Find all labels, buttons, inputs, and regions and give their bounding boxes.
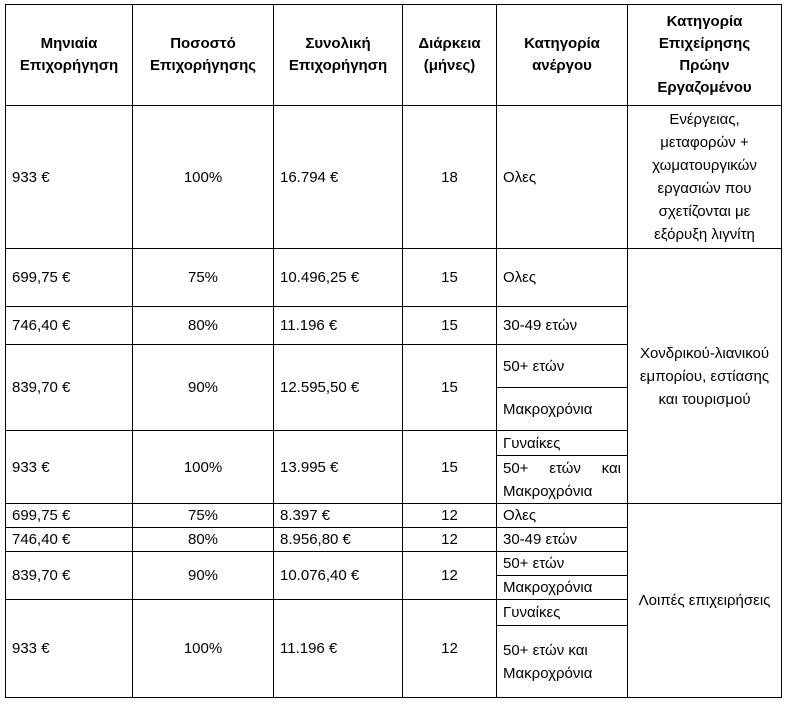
cell-total: 16.794 €	[274, 106, 403, 249]
cell-percent: 80%	[133, 528, 274, 552]
cell-monthly: 699,75 €	[6, 249, 133, 307]
cell-unemployed-category: Γυναίκες	[497, 600, 628, 626]
table-row	[6, 106, 782, 249]
cell-percent: 90%	[133, 552, 274, 600]
cell-duration: 15	[403, 307, 497, 345]
cell-total: 8.956,80 €	[274, 528, 403, 552]
header-percent: Ποσοστό Επιχορήγησης	[133, 5, 274, 106]
cell-percent: 100%	[133, 431, 274, 504]
cell-percent: 80%	[133, 307, 274, 345]
header-unemployed-category: Κατηγορία ανέργου	[497, 5, 628, 106]
cell-monthly: 746,40 €	[6, 528, 133, 552]
cell-duration: 15	[403, 345, 497, 431]
cell-total: 8.397 €	[274, 504, 403, 528]
table-row	[6, 504, 782, 528]
cell-percent: 75%	[133, 249, 274, 307]
cell-total: 13.995 €	[274, 431, 403, 504]
cell-duration: 12	[403, 600, 497, 698]
cell-duration: 15	[403, 249, 497, 307]
cell-monthly: 933 €	[6, 106, 133, 249]
cell-unemployed-category: Ολες	[497, 249, 628, 307]
header-monthly: Μηνιαία Επιχορήγηση	[6, 5, 133, 106]
cell-percent: 100%	[133, 600, 274, 698]
cell-percent: 90%	[133, 345, 274, 431]
cell-unemployed-category: Μακροχρόνια	[497, 576, 628, 600]
cell-unemployed-category: Ολες	[497, 106, 628, 249]
cell-monthly: 839,70 €	[6, 552, 133, 600]
cell-unemployed-category: 50+ ετών	[497, 345, 628, 388]
cell-duration: 12	[403, 528, 497, 552]
cell-unemployed-category: Ολες	[497, 504, 628, 528]
cell-percent: 100%	[133, 106, 274, 249]
cell-total: 10.496,25 €	[274, 249, 403, 307]
table-row	[6, 249, 782, 307]
cell-unemployed-category: 50+ ετών και Μακροχρόνια	[497, 626, 628, 698]
cell-monthly: 699,75 €	[6, 504, 133, 528]
cell-unemployed-category: 50+ ετών και Μακροχρόνια	[497, 456, 628, 504]
cell-total: 10.076,40 €	[274, 552, 403, 600]
cell-unemployed-category: Γυναίκες	[497, 431, 628, 456]
header-total: Συνολική Επιχορήγηση	[274, 5, 403, 106]
cell-business-category: Ενέργειας, μεταφορών + χωματουργικών εργασιών που σχετίζονται με εξόρυξη λιγνίτη	[628, 106, 782, 249]
cell-total: 11.196 €	[274, 307, 403, 345]
cell-total: 11.196 €	[274, 600, 403, 698]
cell-duration: 12	[403, 504, 497, 528]
cell-duration: 12	[403, 552, 497, 600]
cell-business-category: Λοιπές επιχειρήσεις	[628, 504, 782, 698]
cell-unemployed-category: 30-49 ετών	[497, 528, 628, 552]
cell-duration: 18	[403, 106, 497, 249]
header-row	[6, 5, 782, 106]
cell-monthly: 746,40 €	[6, 307, 133, 345]
subsidy-table	[5, 4, 782, 698]
cell-monthly: 933 €	[6, 431, 133, 504]
cell-unemployed-category: Μακροχρόνια	[497, 388, 628, 431]
cell-unemployed-category: 50+ ετών	[497, 552, 628, 576]
cell-monthly: 839,70 €	[6, 345, 133, 431]
header-business-category: Κατηγορία Επιχείρησης Πρώην Εργαζομένου	[628, 5, 782, 106]
cell-business-category: Χονδρικού-λιανικού εμπορίου, εστίασης και τουρισμού	[628, 249, 782, 504]
cell-percent: 75%	[133, 504, 274, 528]
header-duration: Διάρκεια (μήνες)	[403, 5, 497, 106]
cell-duration: 15	[403, 431, 497, 504]
cell-monthly: 933 €	[6, 600, 133, 698]
cell-total: 12.595,50 €	[274, 345, 403, 431]
cell-unemployed-category: 30-49 ετών	[497, 307, 628, 345]
